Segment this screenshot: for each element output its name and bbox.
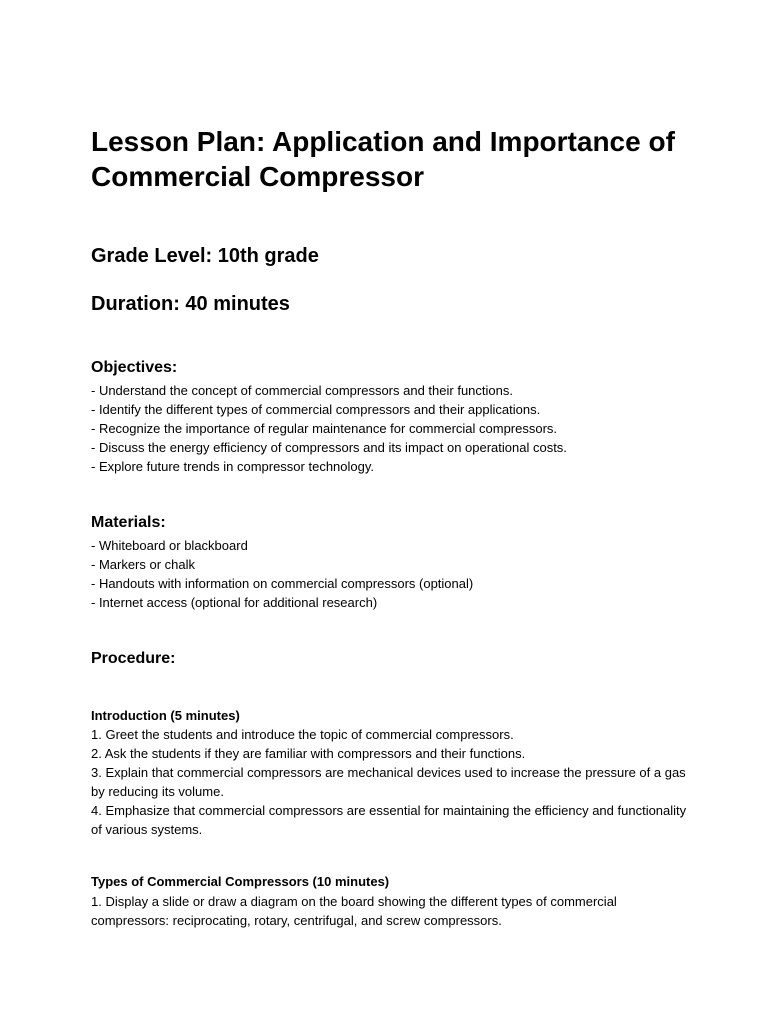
procedure-heading: Procedure: <box>91 650 176 667</box>
objectives-list <box>91 381 691 476</box>
list-item: 1. Display a slide or draw a diagram on the board showing the different types of commercial compressors: reciprocating, rotary, centrifugal, and screw compressors. <box>91 894 617 928</box>
list-item: 2. Ask the students if they are familiar with compressors and their functions. <box>91 746 526 761</box>
list-item: - Understand the concept of commercial compressors and their functions. <box>91 383 513 398</box>
introduction-list <box>91 725 691 839</box>
list-item: - Handouts with information on commercial compressors (optional) <box>91 576 474 591</box>
duration-heading: Duration: 40 minutes <box>91 293 290 315</box>
list-item: 3. Explain that commercial compressors are mechanical devices used to increase the pressure of a gas by reducing its volume. <box>91 765 686 799</box>
list-item: - Markers or chalk <box>91 557 196 572</box>
list-item: - Explore future trends in compressor technology. <box>91 459 375 474</box>
document-title: Lesson Plan: Application and Importance of Commercial Compressor <box>91 126 675 192</box>
list-item: - Identify the different types of commercial compressors and their applications. <box>91 402 541 417</box>
list-item: - Whiteboard or blackboard <box>91 538 248 553</box>
list-item: 4. Emphasize that commercial compressors are essential for maintaining the efficiency and functionality of various systems. <box>91 803 687 837</box>
materials-heading: Materials: <box>91 514 166 531</box>
objectives-heading: Objectives: <box>91 359 178 376</box>
list-item: - Internet access (optional for additional research) <box>91 595 378 610</box>
list-item: - Recognize the importance of regular maintenance for commercial compressors. <box>91 421 558 436</box>
types-list <box>91 892 691 930</box>
materials-list <box>91 536 691 612</box>
list-item: - Discuss the energy efficiency of compressors and its impact on operational costs. <box>91 440 567 455</box>
grade-level-heading: Grade Level: 10th grade <box>91 245 319 267</box>
list-item: 1. Greet the students and introduce the topic of commercial compressors. <box>91 727 514 742</box>
introduction-heading: Introduction (5 minutes) <box>91 708 240 723</box>
types-heading: Types of Commercial Compressors (10 minutes) <box>91 874 390 889</box>
